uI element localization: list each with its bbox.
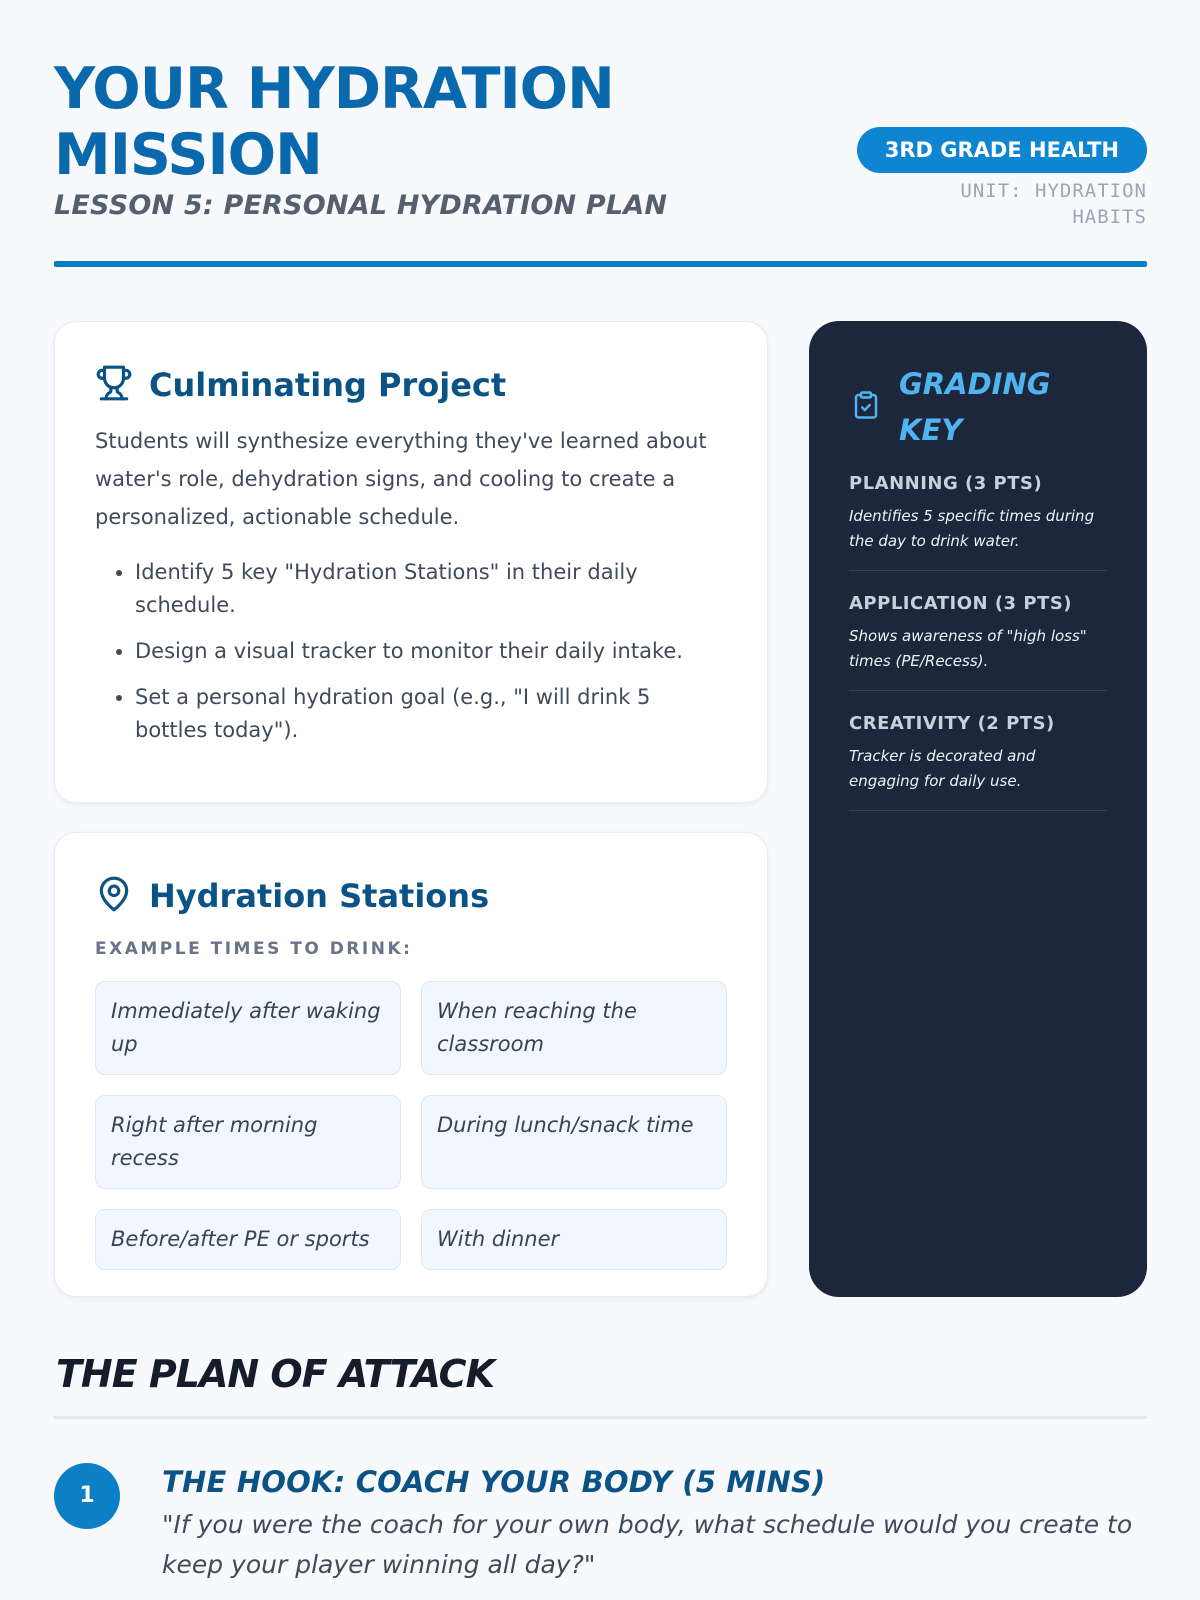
station-chip: With dinner: [421, 1209, 727, 1270]
step-title: THE HOOK: COACH YOUR BODY (5 MINS): [162, 1465, 826, 1499]
station-chip: Right after morning recess: [95, 1095, 401, 1189]
header-divider: [54, 261, 1147, 267]
project-bullets: [95, 556, 727, 747]
grading-key-panel: [809, 321, 1147, 1297]
project-card-header: [95, 362, 727, 408]
grading-title: GRADING KEY: [899, 367, 1051, 447]
page-header: [54, 56, 1147, 266]
criterion-description: Tracker is decorated and engaging for daily use.: [849, 747, 1036, 790]
stations-grid: [95, 981, 727, 1270]
stations-title: Hydration Stations: [149, 877, 490, 915]
step-quote: "If you were the coach for your own body, what schedule would you create to keep your player winning all day?": [162, 1510, 1133, 1579]
trophy-icon: [95, 364, 149, 406]
list-item: • Identify 5 key "Hydration Stations" in their daily schedule.: [135, 556, 727, 622]
stations-card-header: [95, 873, 727, 919]
grading-criteria: [849, 473, 1107, 811]
criterion-creativity: [849, 713, 1107, 811]
criterion-application: [849, 593, 1107, 691]
grading-header: [851, 361, 1107, 453]
list-item: • Design a visual tracker to monitor their daily intake.: [135, 635, 727, 668]
station-chip: Immediately after waking up: [95, 981, 401, 1075]
step-number-badge: 1: [54, 1463, 120, 1529]
criterion-description: Shows awareness of "high loss" times (PE/Recess).: [849, 627, 1087, 670]
station-chip: When reaching the classroom: [421, 981, 727, 1075]
station-chip: Before/after PE or sports: [95, 1209, 401, 1270]
hydration-stations-card: [54, 832, 768, 1297]
plan-title: THE PLAN OF ATTACK: [56, 1352, 495, 1396]
criterion-description: Identifies 5 specific times during the day to drink water.: [849, 507, 1095, 550]
list-item: • Set a personal hydration goal (e.g., "I will drink 5 bottles today").: [135, 681, 727, 747]
page-title: YOUR HYDRATION MISSION: [54, 56, 614, 188]
unit-tag: UNIT: HYDRATION HABITS: [960, 180, 1147, 228]
criterion-name: APPLICATION (3 PTS): [849, 593, 1073, 614]
culminating-project-card: [54, 321, 768, 803]
criterion-planning: [849, 473, 1107, 571]
project-title: Culminating Project: [149, 366, 507, 404]
lesson-page: [54, 0, 1147, 1600]
grade-badge: 3RD GRADE HEALTH: [857, 127, 1147, 173]
plan-divider: [54, 1416, 1147, 1419]
example-times-label: EXAMPLE TIMES TO DRINK:: [95, 939, 413, 959]
criterion-name: CREATIVITY (2 PTS): [849, 713, 1055, 734]
page-subtitle: LESSON 5: PERSONAL HYDRATION PLAN: [54, 190, 668, 221]
clipboard-check-icon: [851, 390, 899, 424]
station-chip: During lunch/snack time: [421, 1095, 727, 1189]
project-description: Students will synthesize everything they've learned about water's role, dehydration signs, and cooling to create a personalized, actionable schedule.: [95, 429, 707, 529]
map-pin-icon: [95, 875, 149, 917]
criterion-name: PLANNING (3 PTS): [849, 473, 1043, 494]
